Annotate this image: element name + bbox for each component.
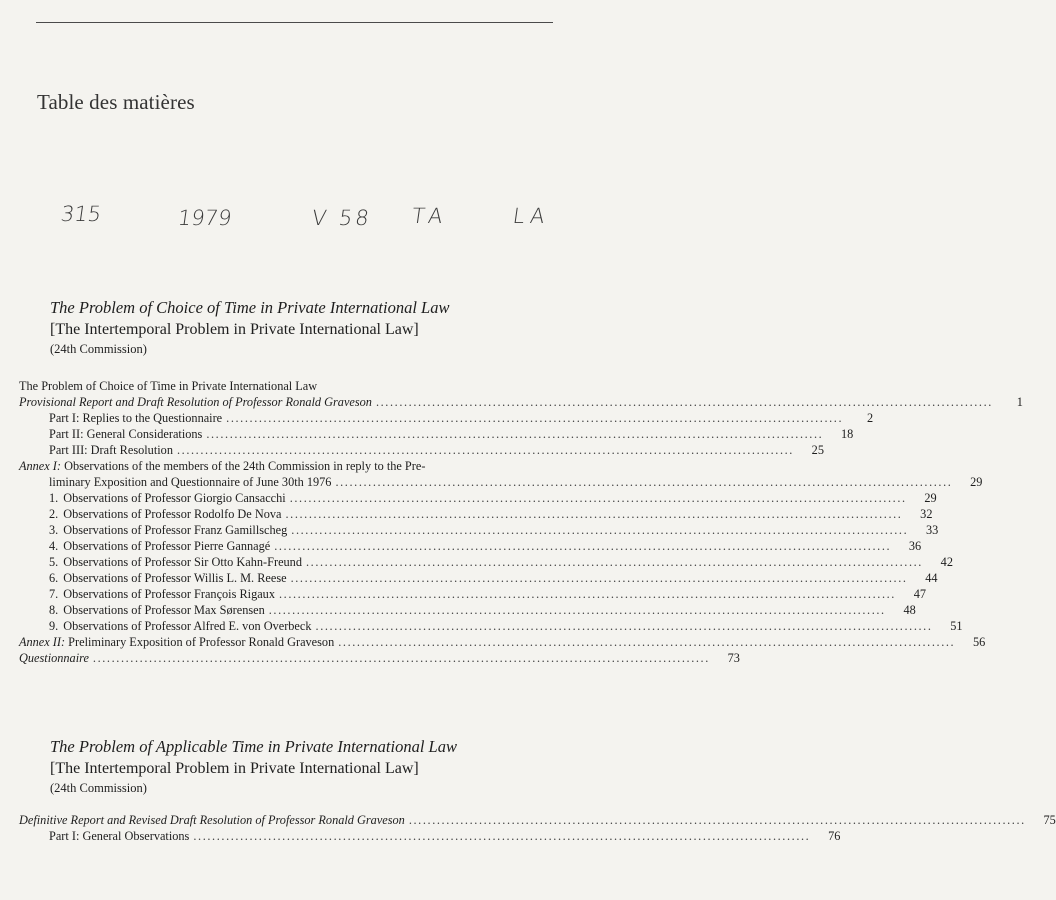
toc-page-number: 56: [972, 635, 986, 649]
toc-entry[interactable]: 9. Observations of Professor Alfred E. von Overbeck .................................................................................................................................... 51: [49, 619, 963, 633]
section2-subtitle: [The Intertemporal Problem in Private International Law]: [50, 760, 419, 777]
toc-entry-label: liminary Exposition and Questionnaire of June 30th 1976: [49, 475, 332, 489]
section1-toc: [19, 378, 1023, 666]
toc-entry-label: Questionnaire: [19, 651, 89, 665]
toc-page-number: 48: [903, 603, 916, 617]
section1-commission: (24th Commission): [50, 342, 147, 356]
toc-entry[interactable]: 5. Observations of Professor Sir Otto Kahn-Freund .................................................................................................................................... 42: [49, 555, 953, 569]
section2-toc: [19, 812, 1056, 844]
handwritten-annotation: [0, 200, 621, 240]
section2-commission: (24th Commission): [50, 781, 147, 795]
toc-entry-label: Observations of Professor Franz Gamillscheg: [63, 523, 288, 537]
section1-heading: [50, 297, 450, 359]
handwritten-mark: TA: [410, 204, 450, 228]
toc-entry-label: Observations of Professor Alfred E. von Overbeck: [63, 619, 312, 633]
toc-entry[interactable]: 7. Observations of Professor François Rigaux .................................................................................................................................... 47: [49, 587, 926, 601]
top-rule: [36, 22, 553, 23]
toc-entry-label: Part I: General Observations: [49, 829, 190, 843]
toc-page-number: 33: [925, 523, 939, 537]
toc-entry[interactable]: 4. Observations of Professor Pierre Gannagé .................................................................................................................................... 36: [49, 539, 922, 553]
toc-entry-label: Observations of Professor Willis L. M. Reese: [63, 571, 287, 585]
handwritten-mark: 315: [59, 202, 103, 226]
section1-subtitle: [The Intertemporal Problem in Private International Law]: [50, 321, 419, 338]
section1-title: The Problem of Choice of Time in Private International Law: [50, 298, 450, 317]
toc-entry-label: Observations of Professor Pierre Gannagé: [63, 539, 271, 553]
toc-entry[interactable]: Definitive Report and Revised Draft Resolution of Professor Ronald Graveson .................................................................................................................................... 75: [19, 813, 1056, 827]
toc-entry-label: Definitive Report and Revised Draft Resolution of Professor Ronald Graveson: [19, 813, 405, 827]
toc-entry[interactable]: Part II: General Considerations .................................................................................................................................... 18: [49, 427, 854, 441]
toc-page-number: 47: [913, 587, 926, 601]
section2-title: The Problem of Applicable Time in Private International Law: [50, 737, 457, 756]
handwritten-mark: V 58: [310, 206, 374, 230]
toc-page-number: 25: [811, 443, 824, 457]
handwritten-mark: LA: [511, 204, 552, 228]
toc-page-number: 32: [920, 507, 933, 521]
toc-entry-label: Preliminary Exposition of Professor Ronald Graveson: [68, 635, 335, 649]
toc-page-number: 1: [1016, 395, 1023, 409]
toc-page-number: 36: [908, 539, 922, 553]
toc-entry-label: Observations of Professor Max Sørensen: [63, 603, 265, 617]
toc-page-number: 29: [924, 491, 937, 505]
toc-entry[interactable]: Provisional Report and Draft Resolution of Professor Ronald Graveson .................................................................................................................................... 1: [19, 395, 1023, 409]
toc-entry[interactable]: Part I: General Observations .................................................................................................................................... 76: [49, 829, 841, 843]
toc-entry[interactable]: 3. Observations of Professor Franz Gamillscheg .................................................................................................................................... 33: [49, 523, 939, 537]
section2-heading: [50, 736, 457, 798]
toc-page-number: 75: [1043, 813, 1056, 827]
toc-entry[interactable]: 8. Observations of Professor Max Sørensen .................................................................................................................................... 48: [49, 603, 916, 617]
toc-entry-label: Part II: General Considerations: [49, 427, 203, 441]
toc-entry[interactable]: 6. Observations of Professor Willis L. M. Reese .................................................................................................................................... 44: [49, 571, 938, 585]
toc-page-number: 76: [828, 829, 841, 843]
toc-page-number: 44: [925, 571, 938, 585]
toc-heading: The Problem of Choice of Time in Private International Law: [19, 379, 318, 393]
toc-entry[interactable]: Part III: Draft Resolution .................................................................................................................................... 25: [49, 443, 824, 457]
toc-entry-label: Observations of Professor Sir Otto Kahn-Freund: [63, 555, 302, 569]
toc-page-number: 18: [841, 427, 854, 441]
handwritten-mark: 1979: [176, 206, 234, 230]
toc-entry[interactable]: Annex I: Observations of the members of the 24th Commission in reply to the Pre-: [19, 459, 426, 473]
toc-entry[interactable]: Questionnaire .................................................................................................................................... 73: [19, 651, 740, 665]
toc-page-number: 2: [867, 411, 874, 425]
toc-page-number: 73: [727, 651, 740, 665]
page-title: Table des matières: [37, 90, 195, 114]
toc-page-number: 29: [970, 475, 983, 489]
toc-entry-label: Part III: Draft Resolution: [49, 443, 173, 457]
toc-entry-label: Observations of Professor Giorgio Cansacchi: [63, 491, 286, 505]
toc-entry-continued[interactable]: liminary Exposition and Questionnaire of June 30th 1976 .................................................................................................................................... 29: [49, 475, 983, 489]
toc-entry-label: Observations of Professor Rodolfo De Nova: [63, 507, 282, 521]
toc-page-number: 51: [950, 619, 963, 633]
toc-entry[interactable]: Annex II: Preliminary Exposition of Professor Ronald Graveson .................................................................................................................................... 56: [19, 635, 986, 649]
toc-entry-label: Observations of Professor François Rigaux: [63, 587, 275, 601]
toc-entry[interactable]: Part I: Replies to the Questionnaire .................................................................................................................................... 2: [49, 411, 874, 425]
toc-page-number: 42: [940, 555, 953, 569]
toc-entry[interactable]: 1. Observations of Professor Giorgio Cansacchi .................................................................................................................................... 29: [49, 491, 937, 505]
toc-entry-label: Provisional Report and Draft Resolution of Professor Ronald Graveson: [19, 395, 372, 409]
toc-entry[interactable]: 2. Observations of Professor Rodolfo De Nova .................................................................................................................................... 32: [49, 507, 933, 521]
toc-entry-label: Part I: Replies to the Questionnaire: [49, 411, 223, 425]
